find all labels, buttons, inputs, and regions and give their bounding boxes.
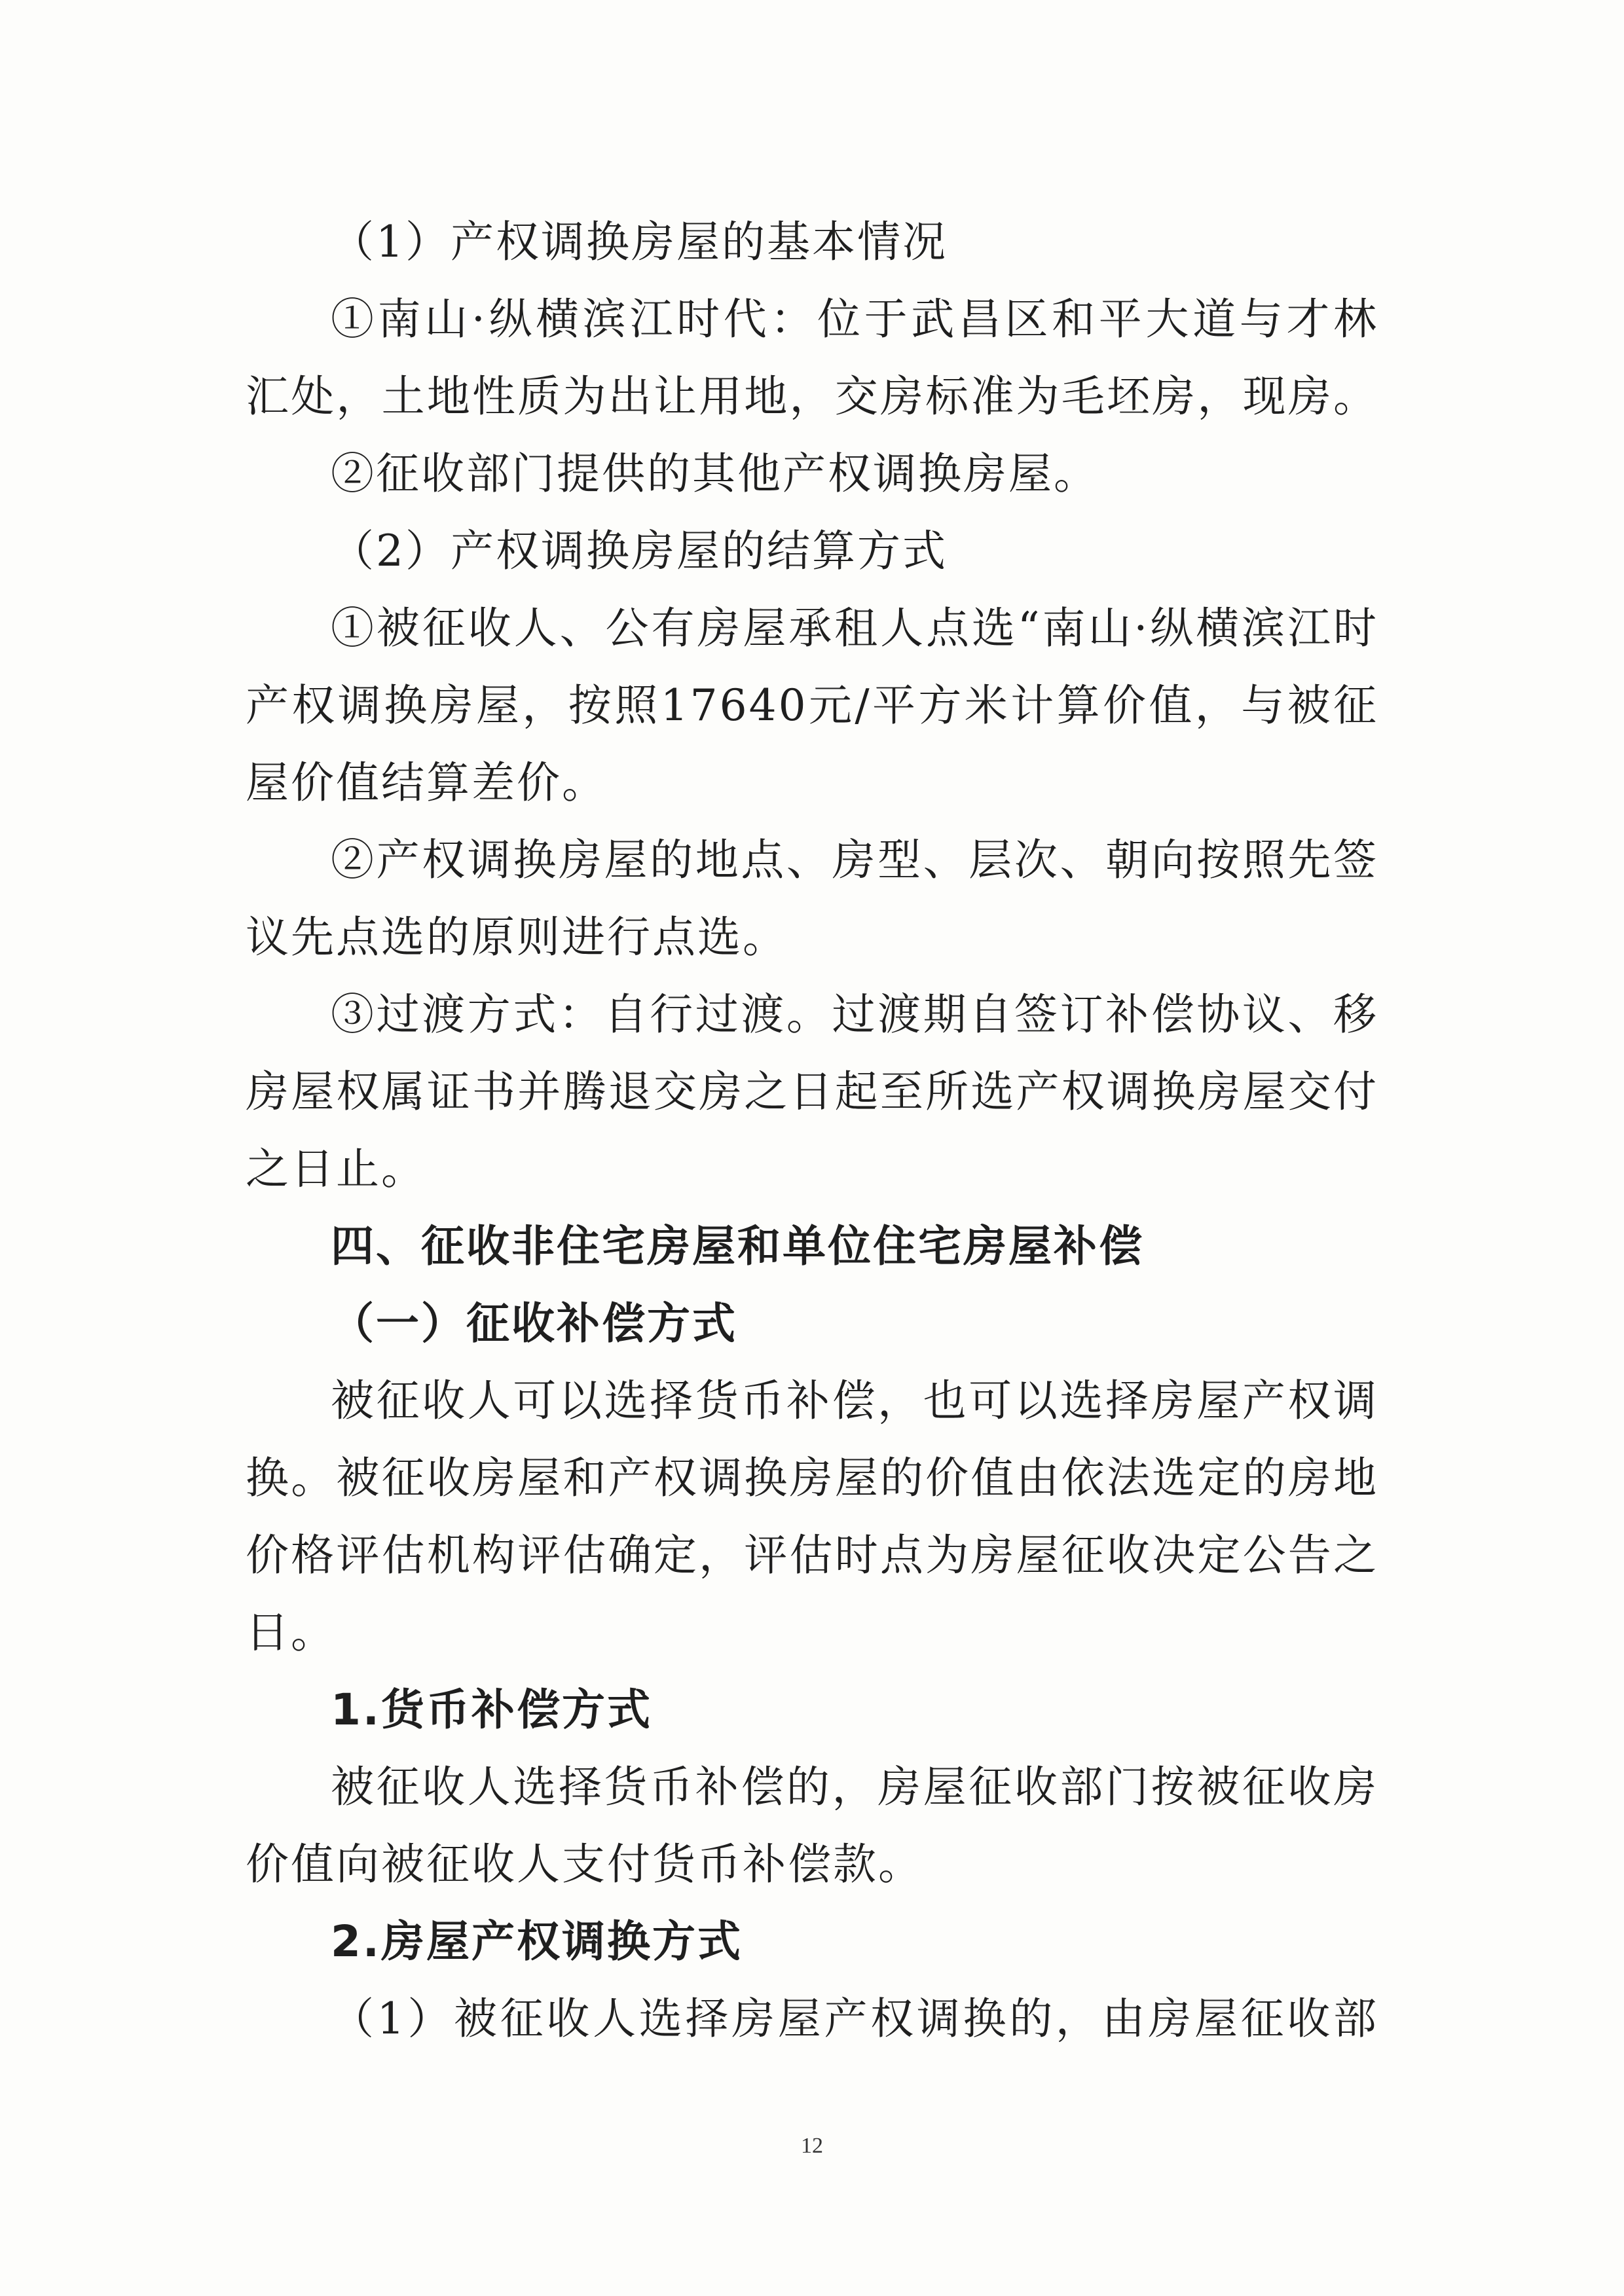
paragraph-line: ②产权调换房屋的地点、房型、层次、朝向按照先签 xyxy=(331,835,1378,885)
paragraph-line: 产权调换房屋，按照17640元/平方米计算价值，与被征 xyxy=(246,680,1378,731)
paragraph-line: ②征收部门提供的其他产权调换房屋。 xyxy=(331,448,1099,499)
paragraph-line: 被征收人选择货币补偿的，房屋征收部门按被征收房 xyxy=(331,1762,1378,1812)
paragraph-line: 之日止。 xyxy=(246,1144,426,1194)
paragraph-line: 议先点选的原则进行点选。 xyxy=(246,912,788,962)
paragraph-line: （1）被征收人选择房屋产权调换的，由房屋征收部 xyxy=(331,1994,1378,2044)
paragraph-line: 价格评估机构评估确定，评估时点为房屋征收决定公告之 xyxy=(246,1530,1378,1580)
page-number: 12 xyxy=(801,2134,823,2158)
paragraph-line: ③过渡方式：自行过渡。过渡期自签订补偿协议、移 xyxy=(331,989,1378,1040)
paragraph-line: 屋价值结算差价。 xyxy=(246,757,607,808)
paragraph-line: 被征收人可以选择货币补偿，也可以选择房屋产权调 xyxy=(331,1376,1378,1426)
subsection-heading-monetary: 1.货币补偿方式 xyxy=(331,1685,652,1735)
paragraph-line: 价值向被征收人支付货币补偿款。 xyxy=(246,1839,923,1889)
section-heading-four: 四、征收非住宅房屋和单位住宅房屋补偿 xyxy=(331,1221,1144,1271)
paragraph-line: ①南山·纵横滨江时代：位于武昌区和平大道与才林 xyxy=(331,294,1378,344)
subsection-heading-property-exchange: 2.房屋产权调换方式 xyxy=(331,1916,743,1967)
paragraph-line: 日。 xyxy=(246,1607,336,1658)
paragraph-line: ①被征收人、公有房屋承租人点选“南山·纵横滨江时 xyxy=(331,603,1378,653)
paragraph-line: 汇处，土地性质为出让用地，交房标准为毛坯房，现房。 xyxy=(246,371,1378,422)
paragraph-line: 房屋权属证书并腾退交房之日起至所选产权调换房屋交付 xyxy=(246,1066,1378,1117)
paragraph-line: 换。被征收房屋和产权调换房屋的价值由依法选定的房地 xyxy=(246,1453,1378,1503)
subsection-heading-settlement: （2）产权调换房屋的结算方式 xyxy=(331,526,948,576)
subsection-heading-basic-info: （1）产权调换房屋的基本情况 xyxy=(331,217,948,267)
subsection-heading-compensation-method: （一）征收补偿方式 xyxy=(331,1298,737,1349)
